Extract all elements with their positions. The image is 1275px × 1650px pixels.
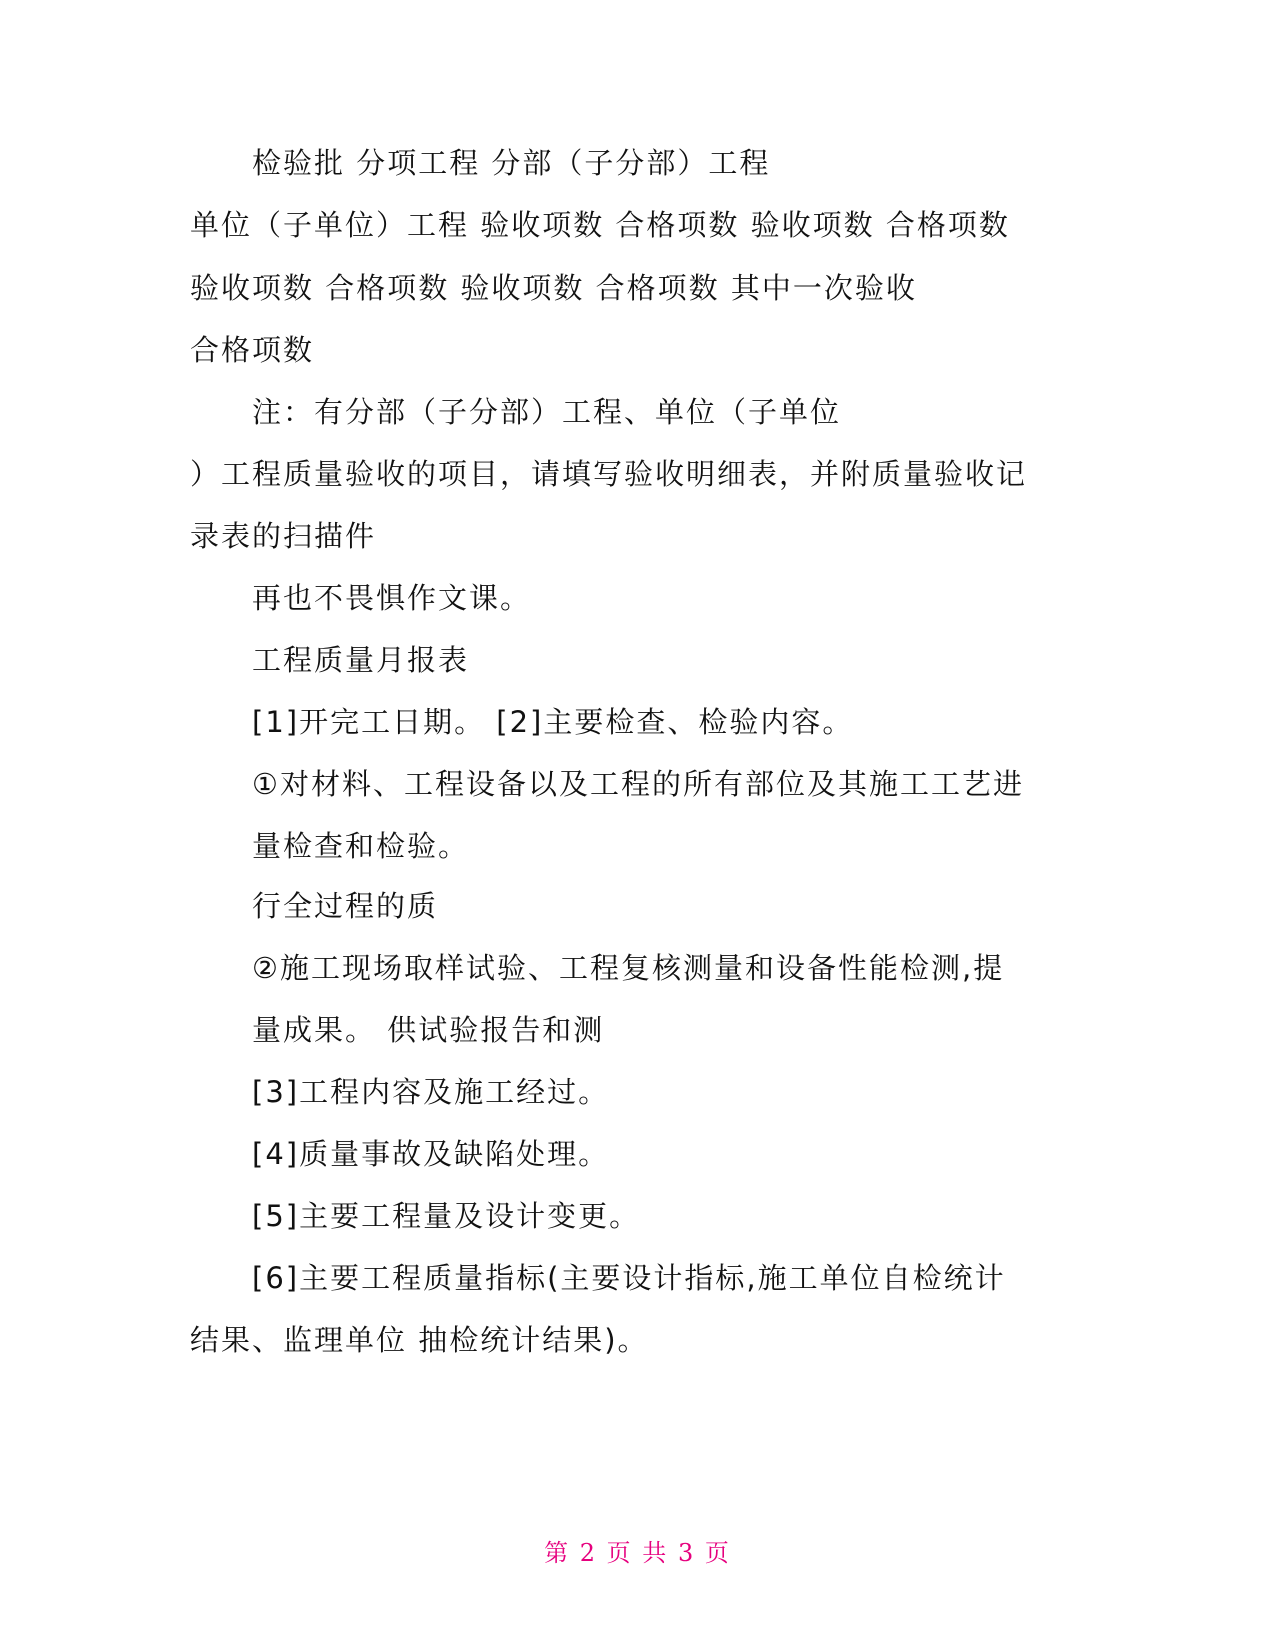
report-title: 工程质量月报表 [252,643,470,677]
text-line-8: 再也不畏惧作文课。 [252,581,532,615]
item-3: [3]工程内容及施工经过。 [252,1075,610,1109]
text-line-1: 检验批 分项工程 分部（子分部）工程 [252,146,771,180]
item-6-line-2: 结果、监理单位 抽检统计结果)。 [190,1323,649,1357]
item-1-2: [1]开完工日期。 [2]主要检查、检验内容。 [252,705,854,739]
page-number-footer: 第 2 页 共 3 页 [544,1539,731,1567]
subitem-2-line-1: ②施工现场取样试验、工程复核测量和设备性能检测,提 [252,951,1005,985]
text-line-4: 合格项数 [190,333,315,367]
item-4: [4]质量事故及缺陷处理。 [252,1137,610,1171]
item-5: [5]主要工程量及设计变更。 [252,1199,641,1233]
subitem-1-line-2: 量检查和检验。 [252,829,470,863]
note-line-1: 注：有分部（子分部）工程、单位（子单位 [252,395,842,429]
subitem-1-line-1: ①对材料、工程设备以及工程的所有部位及其施工工艺进 [252,767,1024,801]
text-line-2: 单位（子单位）工程 验收项数 合格项数 验收项数 合格项数 [190,208,1010,242]
note-line-3: 录表的扫描件 [190,519,377,553]
subitem-2-line-2: 量成果。 供试验报告和测 [252,1013,605,1047]
text-line-3: 验收项数 合格项数 验收项数 合格项数 其中一次验收 [190,271,917,305]
note-line-2: ）工程质量验收的项目，请填写验收明细表，并附质量验收记 [190,457,1028,491]
item-6-line-1: [6]主要工程质量指标(主要设计指标,施工单位自检统计 [252,1261,1006,1295]
subitem-1-line-3: 行全过程的质 [252,889,439,923]
